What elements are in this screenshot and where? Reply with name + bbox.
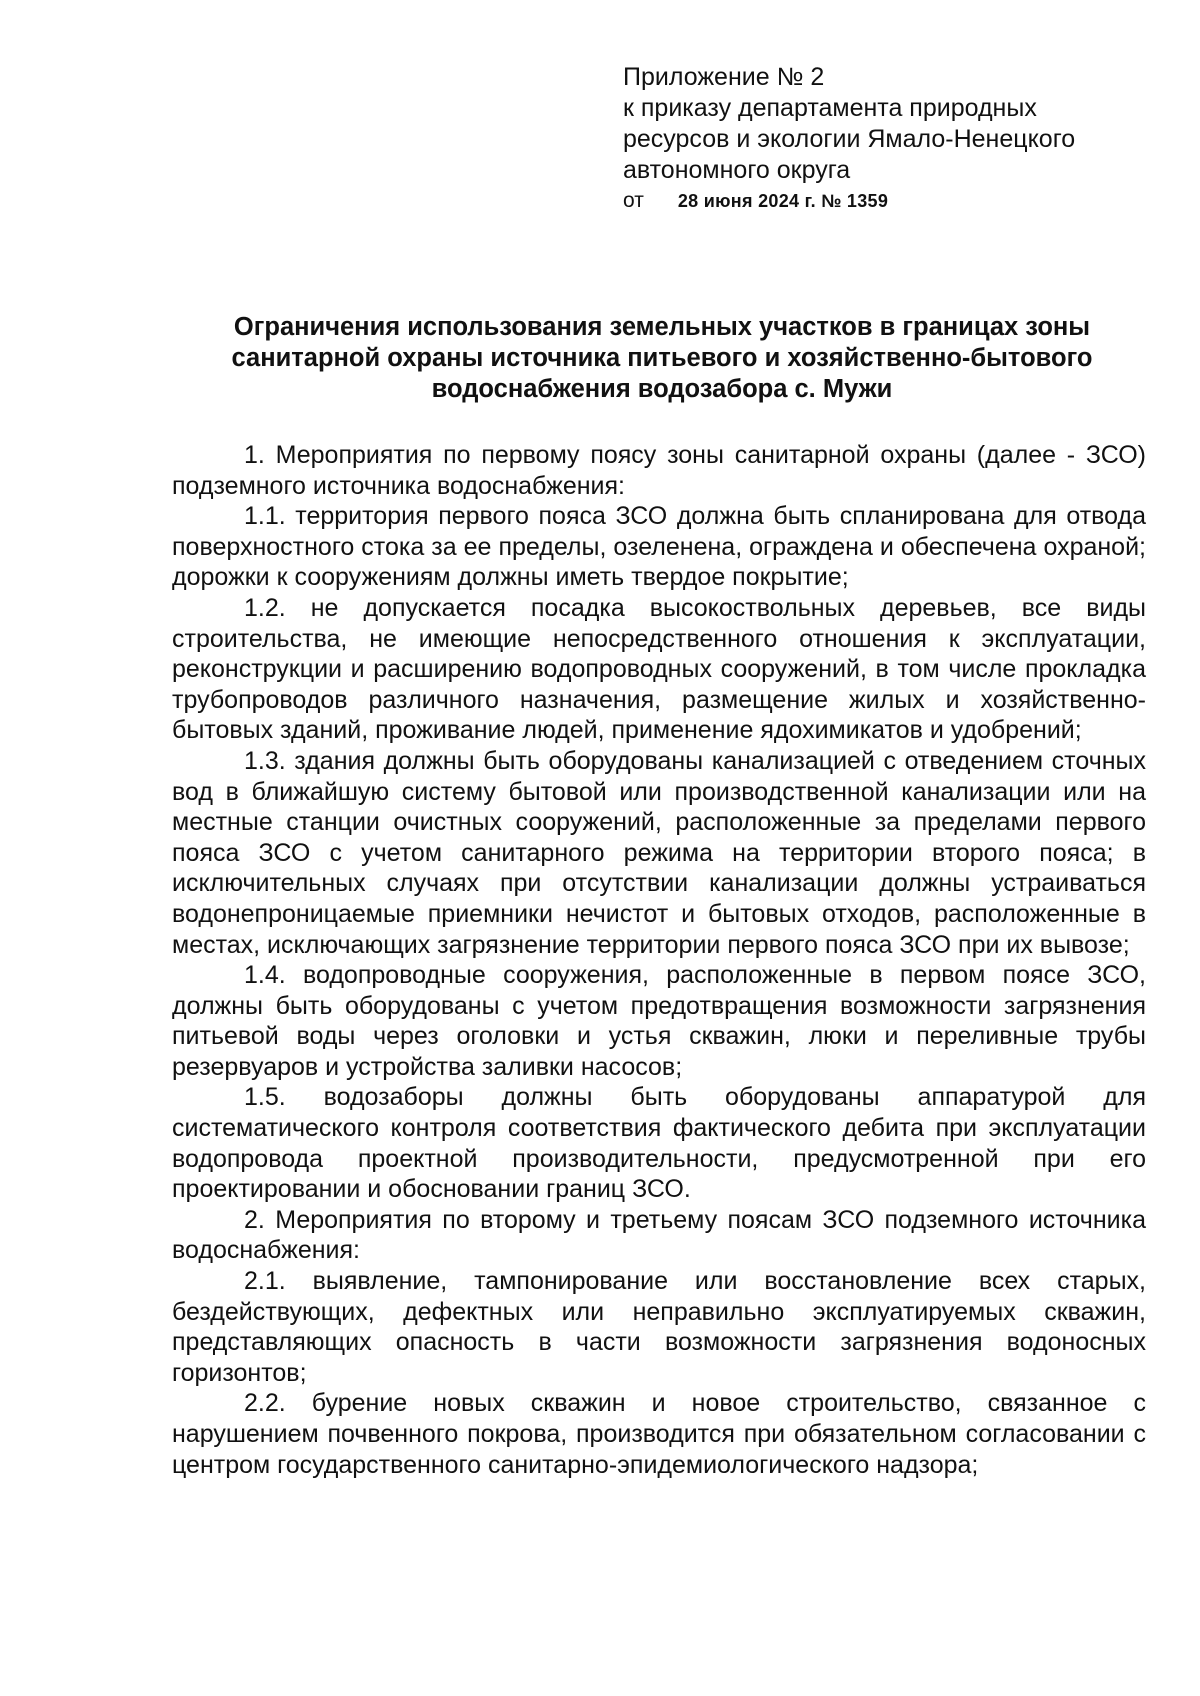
paragraph-1-4: 1.4. водопроводные сооружения, расположенные в первом поясе ЗСО, должны быть оборудованы с учетом предотвращения возможности загрязнения питьевой воды через оголовки и устья скважин, люки и переливные трубы резервуаров и устройства заливки насосов;	[172, 961, 1146, 1081]
paragraph-1-2: 1.2. не допускается посадка высокоствольных деревьев, все виды строительства, не имеющие непосредственного отношения к эксплуатации, реконструкции и расширению водопроводных сооружений, в том числе прокладка трубопроводов различного назначения, размещение жилых и хозяйственно-бытовых зданий, проживание людей, применение ядохимикатов и удобрений;	[172, 593, 1146, 745]
paragraph-1-5: 1.5. водозаборы должны быть оборудованы аппаратурой для систематического контроля соответствия фактического дебита при эксплуатации водопровода проектной производительности, предусмотренной при его проектировании и обосновании границ ЗСО.	[172, 1083, 1146, 1204]
title-line-3: водоснабжения водозабора с. Мужи	[431, 375, 893, 403]
paragraph-1: 1. Мероприятия по первому поясу зоны санитарной охраны (далее - ЗСО) подземного источника водоснабжения:	[172, 441, 1146, 500]
paragraph-2-2: 2.2. бурение новых скважин и новое строительство, связанное с нарушением почвенного покрова, производится при обязательном согласовании с центром государственного санитарно-эпидемиологического надзора;	[172, 1389, 1146, 1479]
title-line-2: санитарной охраны источника питьевого и хозяйственно-бытового	[231, 344, 1093, 372]
annex-date-line	[623, 188, 1163, 214]
annex-date-prefix: от	[623, 189, 644, 212]
paragraph-1-1: 1.1. территория первого пояса ЗСО должна быть спланирована для отвода поверхностного стока за ее пределы, озеленена, ограждена и обеспечена охраной; дорожки к сооружениям должны иметь твердое покрытие;	[172, 502, 1146, 592]
title-line-1: Ограничения использования земельных участков в границах зоны	[233, 313, 1091, 341]
annex-header	[623, 62, 1163, 214]
annex-region: автономного округа	[623, 156, 851, 184]
document-title	[172, 312, 1152, 405]
annex-number: Приложение № 2	[623, 63, 825, 91]
paragraph-2: 2. Мероприятия по второму и третьему поясам ЗСО подземного источника водоснабжения:	[172, 1205, 1146, 1265]
annex-department: ресурсов и экологии Ямало-Ненецкого	[623, 125, 1076, 153]
annex-order-reference: к приказу департамента природных	[623, 94, 1037, 122]
annex-date-number: 28 июня 2024 г. № 1359	[677, 191, 889, 211]
paragraph-2-1: 2.1. выявление, тампонирование или восстановление всех старых, бездействующих, дефектных или неправильно эксплуатируемых скважин, представляющих опасность в части возможности загрязнения водоносных горизонтов;	[172, 1267, 1146, 1387]
paragraph-1-3: 1.3. здания должны быть оборудованы канализацией с отведением сточных вод в ближайшую систему бытовой или производственной канализации или на местные станции очистных сооружений, расположенные за пределами первого пояса ЗСО с учетом санитарного режима на территории второго пояса; в исключительных случаях при отсутствии канализации должны устраиваться водонепроницаемые приемники нечистот и бытовых отходов, расположенные в местах, исключающих загрязнение территории первого пояса ЗСО при их вывозе;	[172, 746, 1146, 959]
document-body	[172, 440, 1146, 1480]
